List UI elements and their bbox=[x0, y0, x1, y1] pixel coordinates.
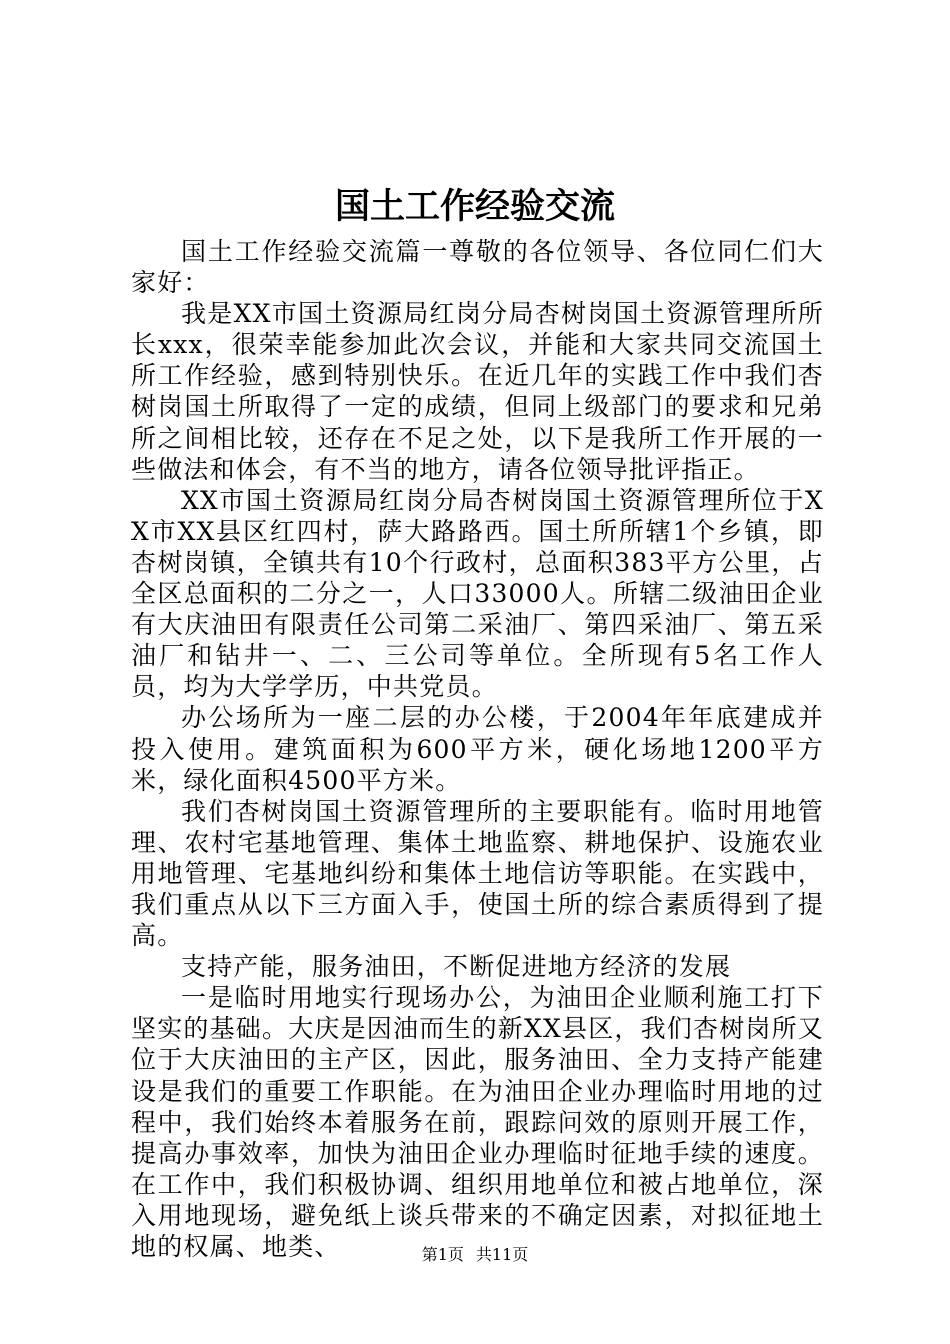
paragraph-introduction: 我是XX市国土资源局红岗分局杏树岗国土资源管理所所长xxx，很荣幸能参加此次会议，并能和大家共同交流国土所工作经验，感到特别快乐。在近几年的实践工作中我们杏树岗国土所取得了一定的成绩，但同上级部门的要求和兄弟所之间相比较，还存在不足之处，以下是我所工作开展的一些做法和体会，有不当的地方，请各位领导批评指正。 bbox=[131, 299, 824, 484]
paragraph-functions: 我们杏树岗国土资源管理所的主要职能有。临时用地管理、农村宅基地管理、集体土地监察、耕地保护、设施农业用地管理、宅基地纠纷和集体土地信访等职能。在实践中，我们重点从以下三方面入手，使国土所的综合素质得到了提高。 bbox=[131, 796, 824, 951]
paragraph-greeting: 国土工作经验交流篇一尊敬的各位领导、各位同仁们大家好： bbox=[131, 237, 824, 298]
page-total: 共11页 bbox=[475, 1245, 529, 1264]
page-number: 第1页 bbox=[421, 1245, 464, 1264]
paragraph-location: XX市国土资源局红岗分局杏树岗国土资源管理所位于XX市XX县区红四村，萨大路路西。国土所所辖1个乡镇，即杏树岗镇，全镇共有10个行政村，总面积383平方公里，占全区总面积的二分之一，人口33000人。所辖二级油田企业有大庆油田有限责任公司第二采油厂、第四采油厂、第五采油厂和钻井一、二、三公司等单位。全所现有5名工作人员，均为大学学历，中共党员。 bbox=[131, 485, 824, 702]
paragraph-office: 办公场所为一座二层的办公楼，于2004年年底建成并投入使用。建筑面积为600平方米，硬化场地1200平方米，绿化面积4500平方米。 bbox=[131, 703, 824, 795]
document-title: 国土工作经验交流 bbox=[334, 186, 615, 227]
paragraph-temporary-land: 一是临时用地实行现场办公，为油田企业顺利施工打下坚实的基础。大庆是因油而生的新XX县区，我们杏树岗所又位于大庆油田的主产区，因此，服务油田、全力支持产能建设是我们的重要工作职能。在为油田企业办理临时用地的过程中，我们始终本着服务在前，跟踪问效的原则开展工作，提高办事效率，加快为油田企业办理临时征地手续的速度。在工作中，我们积极协调、组织用地单位和被占地单位，深入用地现场，避免纸上谈兵带来的不确定因素，对拟征地土地的权属、地类、 bbox=[131, 983, 824, 1261]
document-body bbox=[131, 236, 824, 1262]
page-footer bbox=[0, 1244, 950, 1266]
section-heading: 支持产能，服务油田，不断促进地方经济的发展 bbox=[181, 952, 732, 982]
